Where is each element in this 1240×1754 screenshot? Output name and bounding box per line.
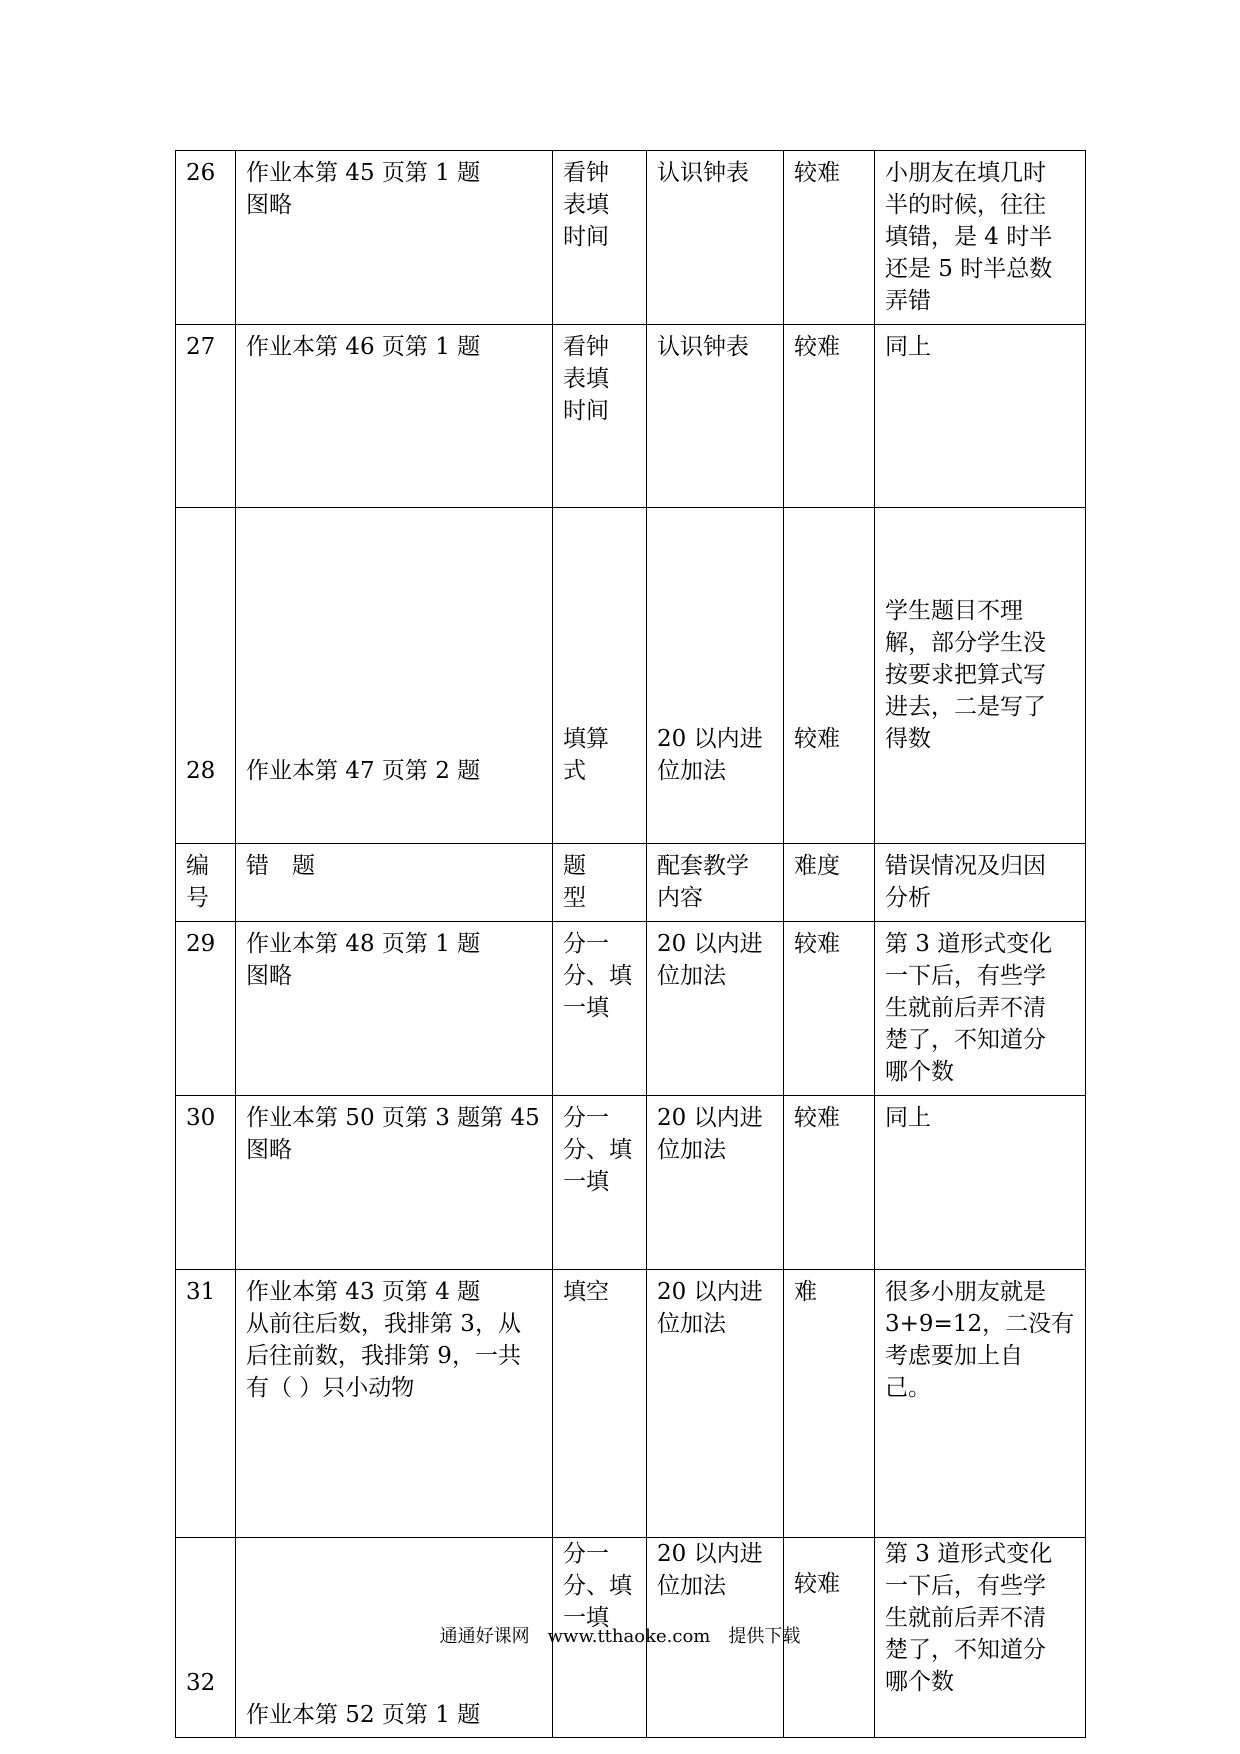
type-cell: 分一 分、填 一填 — [553, 922, 647, 1096]
row-number: 32 — [176, 1538, 236, 1738]
table-row — [176, 1270, 1086, 1538]
row-number: 31 — [176, 1270, 236, 1538]
analysis-cell: 同上 — [875, 1096, 1086, 1270]
difficulty-cell: 较难 — [784, 151, 875, 325]
analysis-cell: 第 3 道形式变化 一下后，有些学 生就前后弄不清 楚了，不知道分 哪个数 — [875, 1538, 1086, 1738]
question-cell: 作业本第 50 页第 3 题第 45 图略 — [236, 1096, 553, 1270]
row-number: 29 — [176, 922, 236, 1096]
header-type: 题 型 — [553, 844, 647, 922]
type-cell: 看钟 表填 时间 — [553, 325, 647, 508]
header-content: 配套教学 内容 — [647, 844, 784, 922]
table-row — [176, 1096, 1086, 1270]
content-cell: 20 以内进 位加法 — [647, 922, 784, 1096]
header-num: 编 号 — [176, 844, 236, 922]
table-row — [176, 325, 1086, 508]
row-number: 26 — [176, 151, 236, 325]
difficulty-cell: 较难 — [784, 922, 875, 1096]
difficulty-cell: 较难 — [784, 1096, 875, 1270]
row-number: 28 — [176, 508, 236, 844]
type-cell: 看钟 表填 时间 — [553, 151, 647, 325]
question-cell: 作业本第 43 页第 4 题 从前往后数，我排第 3，从 后往前数，我排第 9，一共 有（ ）只小动物 — [236, 1270, 553, 1538]
difficulty-cell: 较难 — [784, 508, 875, 844]
analysis-cell: 第 3 道形式变化 一下后，有些学 生就前后弄不清 楚了，不知道分 哪个数 — [875, 922, 1086, 1096]
analysis-cell: 很多小朋友就是 3+9=12，二没有 考虑要加上自 己。 — [875, 1270, 1086, 1538]
question-cell: 作业本第 45 页第 1 题 图略 — [236, 151, 553, 325]
type-cell: 填算 式 — [553, 508, 647, 844]
question-cell: 作业本第 52 页第 1 题 — [236, 1538, 553, 1738]
table-row — [176, 151, 1086, 325]
analysis-cell: 同上 — [875, 325, 1086, 508]
analysis-cell: 学生题目不理 解，部分学生没 按要求把算式写 进去，二是写了 得数 — [875, 508, 1086, 844]
content-cell: 认识钟表 — [647, 151, 784, 325]
table-row — [176, 922, 1086, 1096]
question-cell: 作业本第 46 页第 1 题 — [236, 325, 553, 508]
difficulty-cell: 较难 — [784, 325, 875, 508]
question-cell: 作业本第 47 页第 2 题 — [236, 508, 553, 844]
difficulty-cell: 难 — [784, 1270, 875, 1538]
row-number: 27 — [176, 325, 236, 508]
content-cell: 20 以内进 位加法 — [647, 1538, 784, 1738]
table-row — [176, 508, 1086, 844]
header-difficulty: 难度 — [784, 844, 875, 922]
question-cell: 作业本第 48 页第 1 题 图略 — [236, 922, 553, 1096]
type-cell: 填空 — [553, 1270, 647, 1538]
error-analysis-table — [175, 150, 1086, 1738]
type-cell: 分一 分、填 一填 — [553, 1096, 647, 1270]
type-cell: 分一 分、填 一填 — [553, 1538, 647, 1738]
difficulty-cell: 较难 — [784, 1538, 875, 1738]
row-number: 30 — [176, 1096, 236, 1270]
content-cell: 20 以内进 位加法 — [647, 1270, 784, 1538]
content-cell: 20 以内进 位加法 — [647, 508, 784, 844]
content-cell: 认识钟表 — [647, 325, 784, 508]
header-question: 错 题 — [236, 844, 553, 922]
footer-credit: 通通好课网 www.tthaoke.com 提供下载 — [439, 1626, 801, 1647]
content-cell: 20 以内进 位加法 — [647, 1096, 784, 1270]
table-header-row — [176, 844, 1086, 922]
analysis-cell: 小朋友在填几时 半的时候，往往 填错，是 4 时半 还是 5 时半总数 弄错 — [875, 151, 1086, 325]
header-analysis: 错误情况及归因 分析 — [875, 844, 1086, 922]
